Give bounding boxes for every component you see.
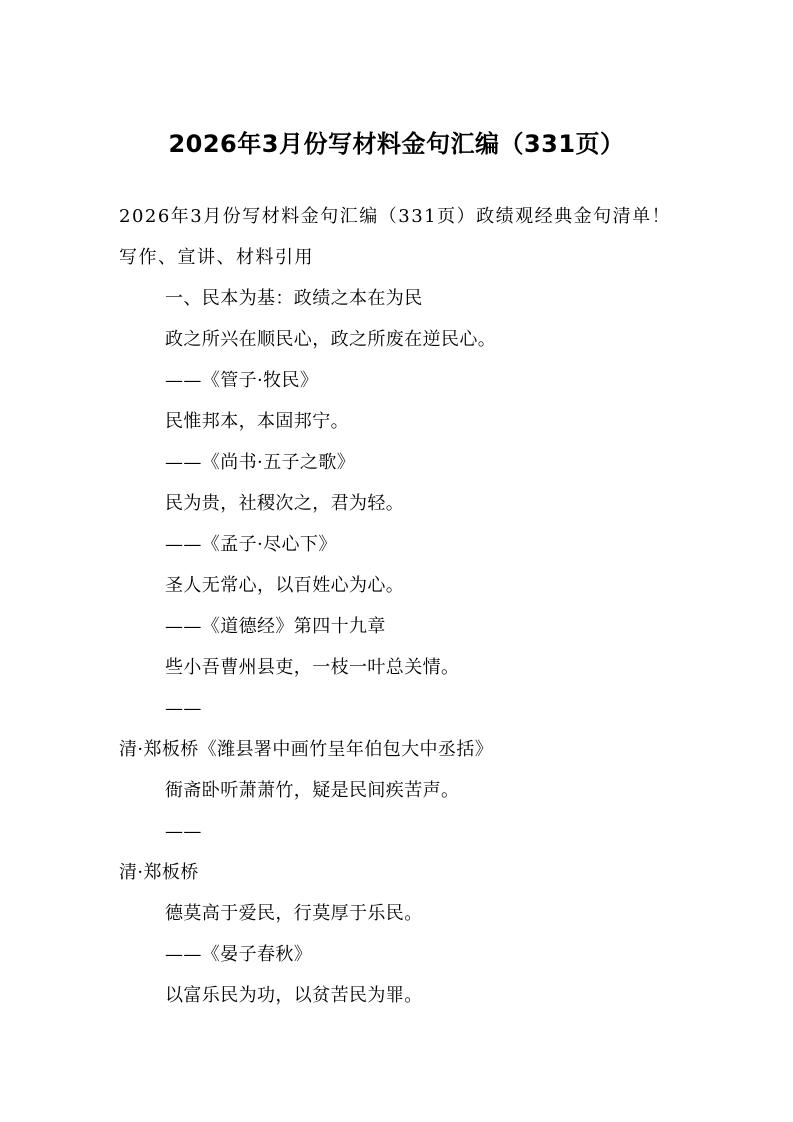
document-body <box>119 196 679 1016</box>
text-paragraph: ——《管子·牧民》 <box>165 370 319 391</box>
text-paragraph: 圣人无常心，以百姓心为心。 <box>165 575 405 596</box>
text-paragraph: 衙斋卧听萧萧竹，疑是民间疾苦声。 <box>165 780 460 801</box>
text-paragraph: 清·郑板桥《潍县署中画竹呈年伯包大中丞括》 <box>119 739 494 760</box>
text-paragraph: 政之所兴在顺民心，政之所废在逆民心。 <box>165 329 497 350</box>
text-paragraph: —— <box>165 698 202 719</box>
text-paragraph: 民为贵，社稷次之，君为轻。 <box>165 493 405 514</box>
text-paragraph: 一、民本为基：政绩之本在为民 <box>165 288 423 309</box>
text-paragraph: ——《晏子春秋》 <box>165 944 313 965</box>
text-paragraph: 些小吾曹州县吏，一枝一叶总关情。 <box>165 657 460 678</box>
text-paragraph: 德莫高于爱民，行莫厚于乐民。 <box>165 903 423 924</box>
text-paragraph: ——《孟子·尽心下》 <box>165 534 337 555</box>
text-paragraph: —— <box>165 821 202 842</box>
text-paragraph: ——《尚书·五子之歌》 <box>165 452 356 473</box>
text-paragraph: 以富乐民为功，以贫苦民为罪。 <box>165 985 423 1006</box>
text-paragraph: ——《道德经》第四十九章 <box>165 616 386 637</box>
paragraph-list <box>119 278 679 1016</box>
intro-paragraph: 2026年3月份写材料金句汇编（331页）政绩观经典金句清单！写作、宣讲、材料引用 <box>119 206 672 268</box>
text-paragraph: 民惟邦本，本固邦宁。 <box>165 411 349 432</box>
text-paragraph: 清·郑板桥 <box>119 862 199 883</box>
document-title: 2026年3月份写材料金句汇编（331页） <box>168 130 625 158</box>
